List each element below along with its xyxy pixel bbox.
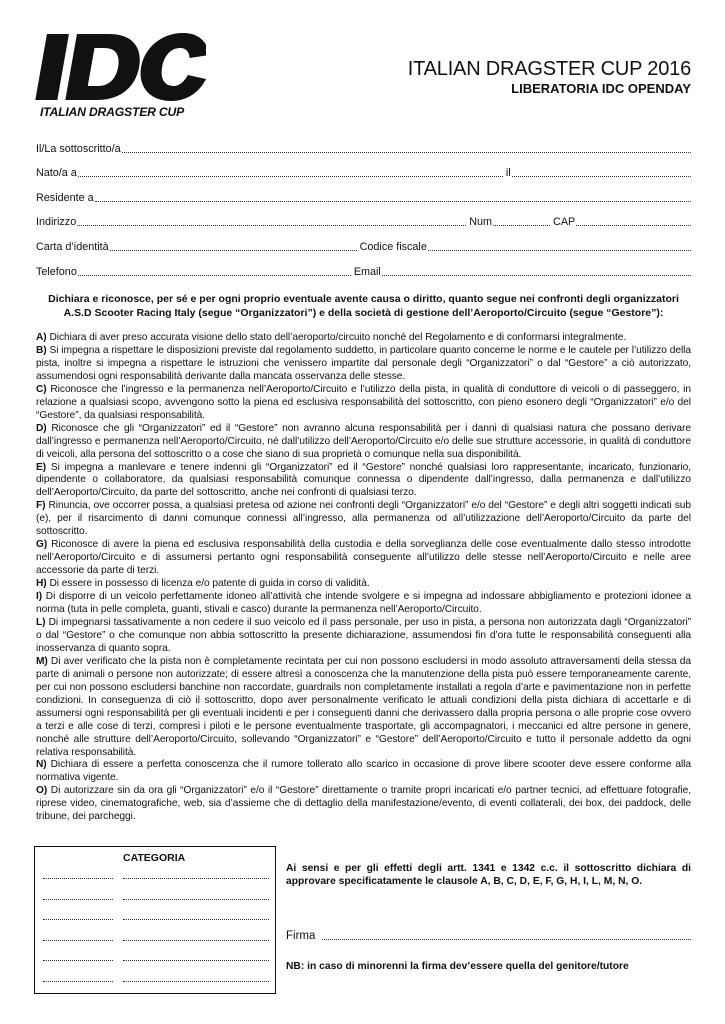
clause-text: Di autorizzare sin da ora gli “Organizzatori” e/o il “Gestore” direttamente o tramite propri incaricati e/o partner tecnici, ad effettuare fotografie, riprese video, cinematografiche, web, sia d’assieme che di dettaglio della manifestazione/evento, di eventi collaterali, dei box, dei paddock, delle tribune, dei parcheggi. bbox=[36, 785, 692, 823]
residente-label: Residente a bbox=[36, 191, 94, 204]
cap-label: CAP bbox=[553, 216, 576, 229]
category-row bbox=[43, 890, 269, 902]
codice-field[interactable] bbox=[427, 241, 691, 253]
logo-subtitle: ITALIAN DRAGSTER CUP bbox=[40, 105, 185, 119]
clause-text: Di essere in possesso di licenza e/o patente di guida in corso di validità. bbox=[49, 578, 370, 590]
telefono-label: Telefono bbox=[36, 265, 77, 278]
num-label: Num bbox=[469, 216, 493, 229]
field-row-nascita bbox=[36, 155, 691, 180]
cap-field[interactable] bbox=[575, 216, 691, 228]
clause-item bbox=[36, 656, 691, 760]
minor-note: NB: in caso di minorenni la firma dev’essere quella del genitore/tutore bbox=[286, 961, 629, 972]
clause-text: Di aver verificato che la pista non è completamente recintata per cui non possono escludersi in modo assoluto attraversamenti della stessa da parte di animali o persone non autorizzate; di essere altresì a conoscenza che la manutenzione della pista può essere temporaneamente carente, per cui non possono escludersi banchine non raccordate, guardrails non completamente installati a regola d’arte e pavimentazione non in perfette condizioni. In conseguenza di ciò il sottoscritto, dopo aver personalmente verificato le attuali condizioni della pista dichiara di accettarle e di assumersi ogni responsabilità per gli eventuali incidenti e per i conseguenti danni che derivassero dalla propria persona o alle proprie cose ovvero a terzi e alle cose di terzi, compresi i piloti e le persone eventualmente trasportate, gli accompagnatori, i meccanici ed altre persone in genere, nonché alle strutture dell’Aeroporto/Circuito, sollevando “Organizzatori” e “Gestore” dell’Aeroporto/Circuito e tutto il personale addetto da ogni relativa responsabilità. bbox=[36, 655, 691, 758]
category-name-field[interactable] bbox=[123, 869, 269, 881]
category-row bbox=[43, 869, 269, 881]
clause-letter: B) bbox=[36, 344, 47, 356]
clause-item bbox=[36, 617, 691, 656]
nato-label: Nato/a a bbox=[36, 167, 77, 180]
category-box bbox=[34, 846, 276, 994]
clauses-list bbox=[36, 332, 691, 824]
declaration-heading: Dichiara e riconosce, per sé e per ogni proprio eventuale avente causa o diritto, quanto segue nei confronti degli organizzatori A.S.D Scooter Racing Italy (segue “Organizzatori”) e della società di gestione dell’Aeroporto/Circuito (segue “Gestore”): bbox=[48, 293, 679, 319]
clause-letter: L) bbox=[36, 616, 46, 628]
category-row bbox=[43, 951, 269, 963]
email-label: Email bbox=[353, 265, 381, 278]
category-name-field[interactable] bbox=[123, 890, 269, 902]
category-row bbox=[43, 910, 269, 922]
category-code-field[interactable] bbox=[43, 910, 113, 922]
num-field[interactable] bbox=[492, 216, 550, 228]
category-code-field[interactable] bbox=[43, 869, 113, 881]
clause-letter: D) bbox=[36, 422, 47, 434]
clause-letter: H) bbox=[36, 578, 47, 590]
category-row bbox=[43, 972, 269, 984]
nato-field[interactable] bbox=[77, 167, 503, 179]
category-row bbox=[43, 931, 269, 943]
data-nascita-field[interactable] bbox=[511, 167, 691, 179]
category-code-field[interactable] bbox=[43, 951, 113, 963]
clause-letter: A) bbox=[36, 332, 47, 343]
clause-letter: O) bbox=[36, 785, 48, 797]
field-row-sottoscritto bbox=[36, 130, 691, 155]
clause-text: Si impegna a manlevare e tenere indenni gli “Organizzatori” ed il “Gestore” nonché qualsiasi loro rappresentante, incaricato, funzionario, dipendente o collaboratore, da qualsiasi responsabilità comunque connessa o dipendente dall’ingresso, dalla permanenza e dall’utilizzo dell’Aeroporto/Circuito, da parte del sottoscritto, anche nei confronti di qualsiasi terzo. bbox=[36, 461, 692, 499]
clause-letter: M) bbox=[36, 655, 48, 667]
clause-text: Dichiara di aver preso accurata visione dello stato dell’aeroporto/circuito nonché del Regolamento e di conformarsi integralmente. bbox=[49, 332, 627, 343]
category-title: CATEGORIA bbox=[123, 852, 186, 864]
clause-item bbox=[36, 423, 691, 462]
category-code-field[interactable] bbox=[43, 972, 113, 984]
clause-letter: G) bbox=[36, 539, 48, 551]
indirizzo-label: Indirizzo bbox=[36, 216, 77, 229]
clause-letter: E) bbox=[36, 461, 47, 473]
email-field[interactable] bbox=[381, 266, 691, 278]
clause-letter: N) bbox=[36, 759, 47, 771]
category-name-field[interactable] bbox=[123, 910, 269, 922]
residente-field[interactable] bbox=[94, 192, 691, 204]
document-title: ITALIAN DRAGSTER CUP 2016 bbox=[407, 58, 691, 80]
clause-item bbox=[36, 539, 691, 578]
sottoscritto-label: Il/La sottoscritto/a bbox=[36, 142, 121, 155]
clause-text: Rinuncia, ove occorrer possa, a qualsiasi pretesa od azione nei confronti degli “Organizzatori” e/o del “Gestore” e degli altri soggetti indicati sub (e), per il risarcimento di danni comunque connessi all’ingresso, alla permanenza od all’utilizzazione dell’Aeroporto/Circuito da parte del sottoscritto. bbox=[36, 500, 691, 538]
signature-row bbox=[286, 930, 691, 942]
category-name-field[interactable] bbox=[123, 931, 269, 943]
idc-logo-mark bbox=[34, 28, 206, 104]
clause-item bbox=[36, 500, 691, 539]
telefono-field[interactable] bbox=[77, 266, 351, 278]
category-code-field[interactable] bbox=[43, 931, 113, 943]
clause-text: Riconosce che gli “Organizzatori” ed il “Gestore” non avranno alcuna responsabilità per i danni di qualsiasi natura che possano derivare dall’ingresso e permanenza nell’Aeroporto/Circuito, né dall’utilizzo dell’Aeroporto/Circuito e/o delle sue strutture accessorie, in qualità di conduttore di veicoli, alla persona del sottoscritto o a cose che siano di sua proprietà o comunque nella sua disponibilità. bbox=[36, 422, 691, 460]
field-row-documenti bbox=[36, 228, 691, 253]
clause-text: Riconosce di avere la piena ed esclusiva responsabilità della custodia e della sorveglianza delle cose eventualmente dallo stesso introdotte nell’Aeroporto/Circuito e di assumersi pertanto ogni responsabilità conseguente all’utilizzo delle stesse nell’Aeroporto/Circuito e nelle aree accessorie da parte di terzi. bbox=[36, 539, 692, 577]
clause-item bbox=[36, 578, 691, 591]
clause-text: Riconosce che l’ingresso e la permanenza nell’Aeroporto/Circuito e l’utilizzo della pista, in qualità di conduttore di veicoli o di passeggero, in relazione a qualsiasi scopo, avvengono sotto la piena ed esclusiva responsabilità del sottoscritto, con pieno esonero degli “Organizzatori” e/o del “Gestore”, da qualsiasi responsabilità. bbox=[36, 383, 691, 421]
carta-label: Carta d’identità bbox=[36, 240, 109, 253]
clause-item bbox=[36, 462, 691, 501]
clause-text: Dichiara di essere a perfetta conoscenza che il rumore tollerato allo scarico in occasione di prove libere scooter deve essere conforme alla normativa vigente. bbox=[36, 759, 691, 784]
indirizzo-field[interactable] bbox=[76, 216, 466, 228]
field-row-contatti bbox=[36, 253, 691, 278]
clause-item bbox=[36, 384, 691, 423]
personal-data-form bbox=[36, 130, 691, 278]
clause-letter: F) bbox=[36, 500, 46, 512]
clause-letter: I) bbox=[36, 591, 43, 603]
firma-label: Firma bbox=[286, 930, 316, 942]
category-code-field[interactable] bbox=[43, 890, 113, 902]
clause-item bbox=[36, 591, 691, 617]
clause-item bbox=[36, 785, 691, 824]
codice-label: Codice fiscale bbox=[359, 240, 427, 253]
clauses-approval: Ai sensi e per gli effetti degli artt. 1341 e 1342 c.c. il sottoscritto dichiara di approvare specificatamente le clausole A, B, C, D, E, F, G, H, I, L, M, N, O. bbox=[286, 863, 691, 888]
field-row-residenza bbox=[36, 179, 691, 204]
clause-text: Si impegna a rispettare le disposizioni previste dal regolamento suddetto, in particolare quanto concerne le norme e le cautele per l’utilizzo della pista, inoltre si impegna a rispettare le istruzioni che venissero impartite dal personale degli “Organizzatori” o dal “Gestore” a ciò autorizzato, assumendosi ogni responsabilità derivante dalla mancata osservanza delle stesse. bbox=[36, 344, 692, 382]
document-subtitle: LIBERATORIA IDC OPENDAY bbox=[511, 81, 691, 96]
category-name-field[interactable] bbox=[123, 972, 269, 984]
il-label: il bbox=[505, 167, 511, 180]
clause-item bbox=[36, 759, 691, 785]
signature-field[interactable] bbox=[321, 930, 691, 942]
category-name-field[interactable] bbox=[123, 951, 269, 963]
carta-field[interactable] bbox=[109, 241, 357, 253]
clause-item bbox=[36, 332, 691, 345]
clause-text: Di impegnarsi tassativamente a non cedere il suo veicolo ed il pass personale, per uso in pista, a persona non autorizzata dagli “Organizzatori” o dal “Gestore” o che comunque non abbia sottoscritto la presente dichiarazione, assumendosi fin d’ora tutte le responsabilità conseguenti alla inosservanza di quanto sopra. bbox=[36, 616, 691, 654]
sottoscritto-field[interactable] bbox=[121, 143, 691, 155]
clause-item bbox=[36, 345, 691, 384]
field-row-indirizzo bbox=[36, 204, 691, 229]
clause-letter: C) bbox=[36, 383, 47, 395]
clause-text: Di disporre di un veicolo perfettamente idoneo all’attività che intende svolgere e si impegna ad indossare abbigliamento e protezioni idonee a norma (tuta in pelle completa, guanti, stivali e casco) durante la permanenza nell’Aeroporto/Circuito. bbox=[36, 591, 691, 616]
